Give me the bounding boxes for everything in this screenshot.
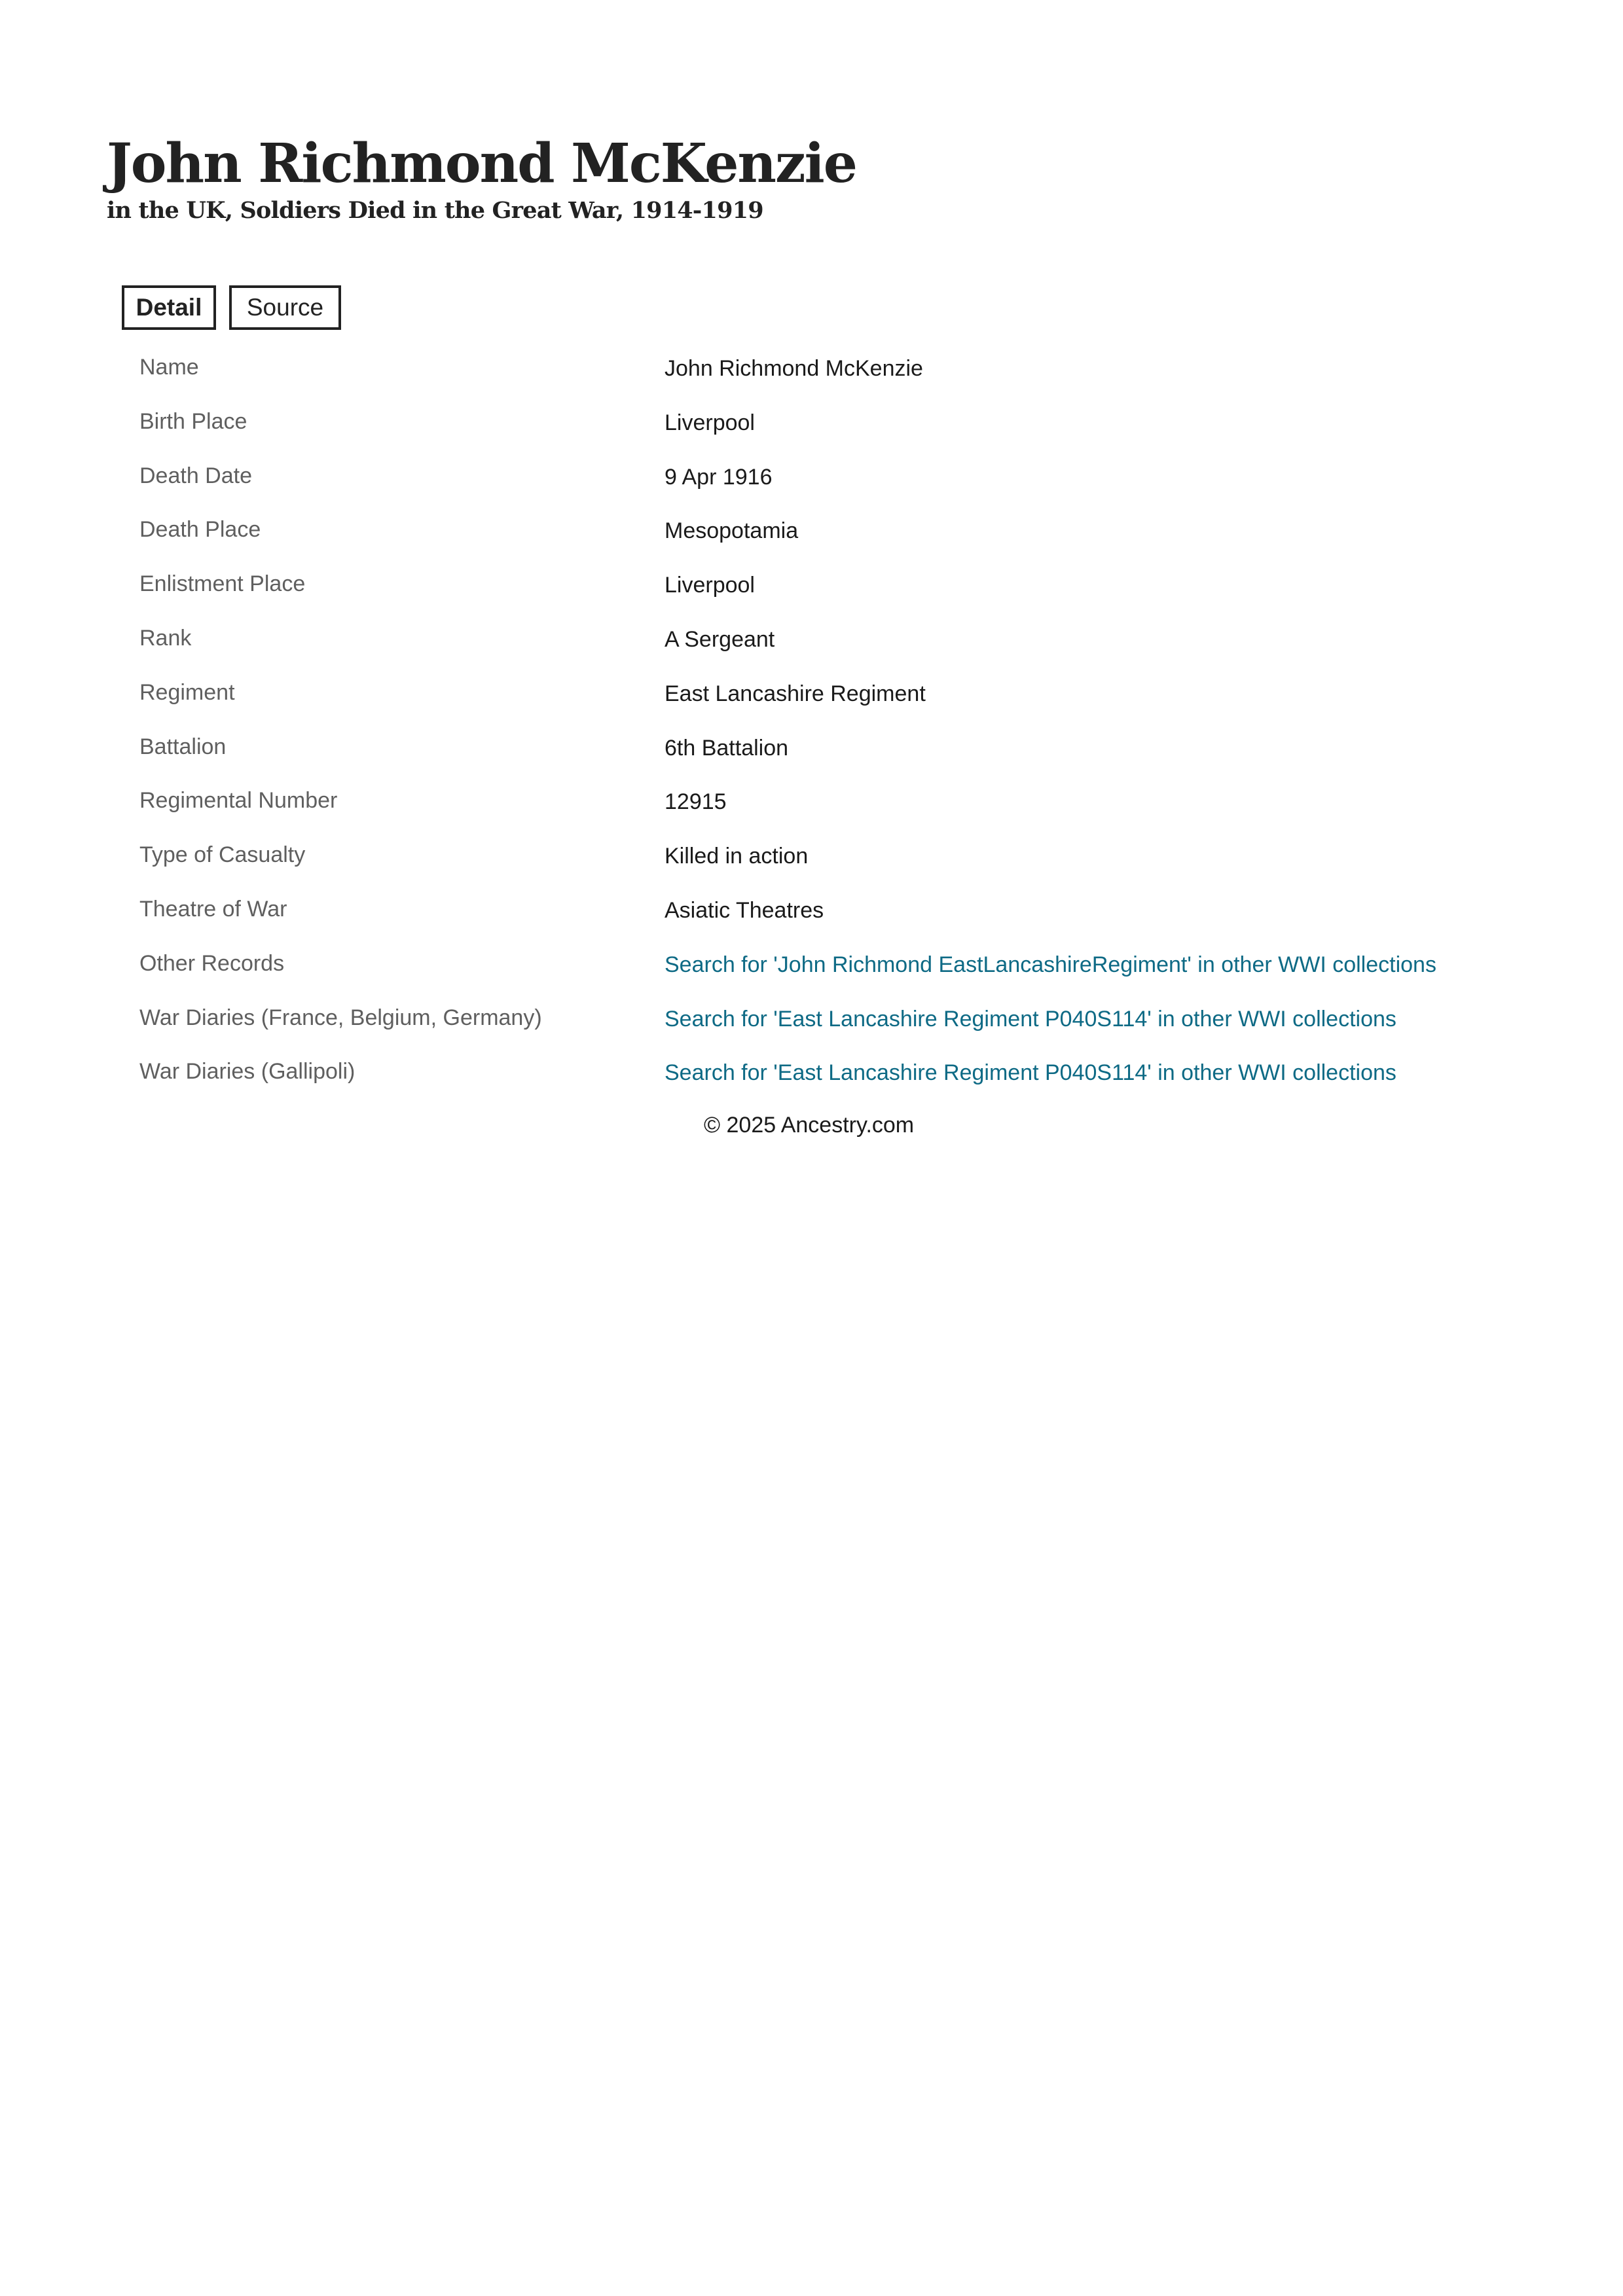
field-value: 6th Battalion xyxy=(665,735,789,761)
tab-source[interactable]: Source xyxy=(229,285,341,330)
field-value: Liverpool xyxy=(665,573,755,598)
page-title: John Richmond McKenzie xyxy=(107,132,856,195)
record-tabs xyxy=(122,285,341,330)
field-row-theatre-of-war xyxy=(139,893,1501,947)
field-value: East Lancashire Regiment xyxy=(665,681,926,706)
field-row-war-diaries-gallipoli xyxy=(139,1055,1501,1109)
war-diaries-gallipoli-search-link[interactable]: Search for 'East Lancashire Regiment P040S114' in other WWI collections xyxy=(665,1060,1396,1086)
field-label: Birth Place xyxy=(139,408,247,434)
field-row-battalion xyxy=(139,730,1501,785)
tab-detail[interactable]: Detail xyxy=(122,285,216,330)
field-value: 12915 xyxy=(665,789,727,815)
collection-subtitle: in the UK, Soldiers Died in the Great War, 1914-1919 xyxy=(107,197,763,224)
field-row-type-of-casualty xyxy=(139,838,1501,893)
field-row-name xyxy=(139,351,1501,405)
field-row-regiment xyxy=(139,676,1501,730)
field-row-death-place xyxy=(139,513,1501,567)
field-label: War Diaries (France, Belgium, Germany) xyxy=(139,1005,542,1030)
field-row-regimental-number xyxy=(139,784,1501,838)
field-label: Name xyxy=(139,355,199,380)
field-row-other-records xyxy=(139,947,1501,1001)
field-row-rank xyxy=(139,622,1501,676)
war-diaries-france-search-link[interactable]: Search for 'East Lancashire Regiment P040S114' in other WWI collections xyxy=(665,1006,1396,1031)
field-value: Asiatic Theatres xyxy=(665,897,824,923)
field-label: Type of Casualty xyxy=(139,842,306,868)
field-value: John Richmond McKenzie xyxy=(665,356,923,381)
field-row-enlistment-place xyxy=(139,567,1501,622)
field-label: Theatre of War xyxy=(139,896,287,922)
field-label: War Diaries (Gallipoli) xyxy=(139,1059,356,1085)
copyright-footer: © 2025 Ancestry.com xyxy=(704,1113,915,1138)
field-label: Regimental Number xyxy=(139,788,338,814)
field-value: A Sergeant xyxy=(665,626,775,652)
field-row-war-diaries-france xyxy=(139,1001,1501,1056)
field-label: Death Place xyxy=(139,517,261,543)
record-details xyxy=(139,351,1501,1109)
field-value: Killed in action xyxy=(665,844,809,869)
field-label: Regiment xyxy=(139,679,235,705)
field-label: Rank xyxy=(139,625,192,651)
other-records-search-link[interactable]: Search for 'John Richmond EastLancashireRegiment' in other WWI collections xyxy=(665,952,1436,977)
field-label: Other Records xyxy=(139,950,285,976)
field-label: Death Date xyxy=(139,463,252,488)
field-label: Enlistment Place xyxy=(139,571,306,597)
field-value: Mesopotamia xyxy=(665,518,799,544)
field-row-birth-place xyxy=(139,405,1501,459)
field-value: 9 Apr 1916 xyxy=(665,464,773,490)
field-row-death-date xyxy=(139,459,1501,514)
record-header xyxy=(107,131,856,225)
field-value: Liverpool xyxy=(665,410,755,435)
field-label: Battalion xyxy=(139,734,227,759)
